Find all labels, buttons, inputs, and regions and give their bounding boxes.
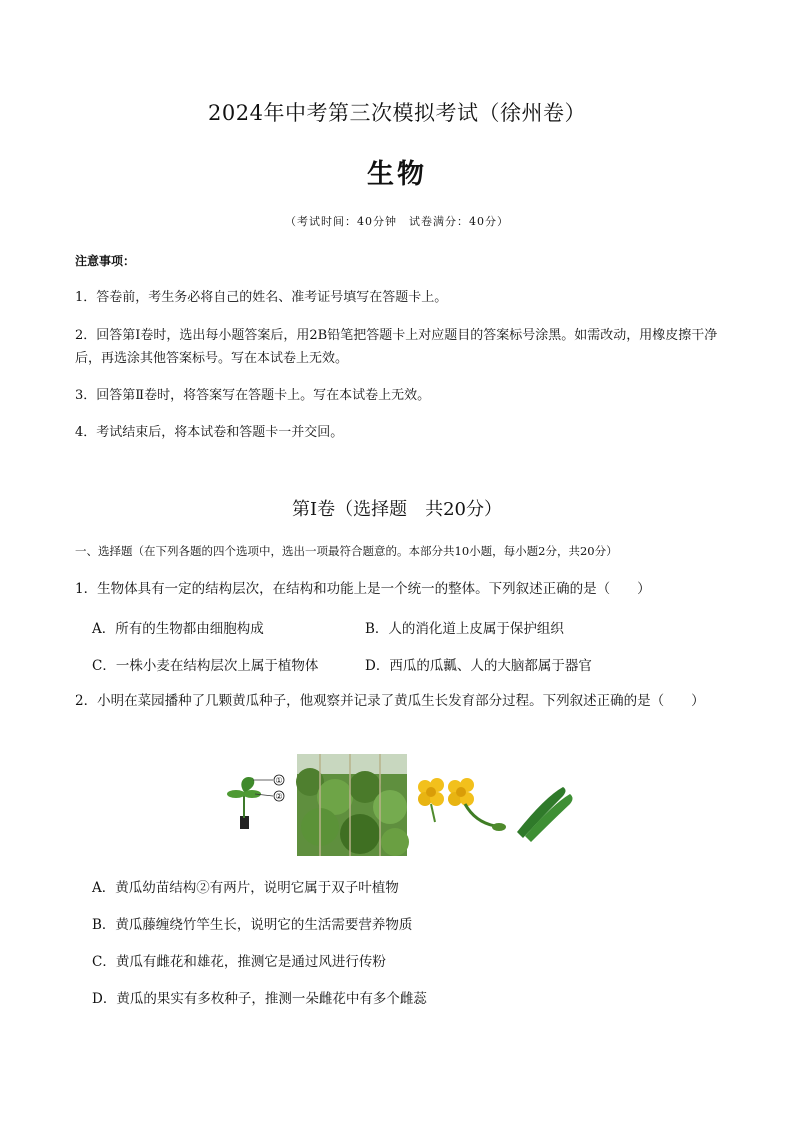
- seedling-image: [227, 775, 284, 829]
- cucumber-fruit-image: [517, 787, 573, 842]
- cucumber-vines-photo: [296, 754, 409, 856]
- male-flower-image: [448, 778, 506, 831]
- subject-title: 生物: [367, 159, 427, 190]
- notice-item-4: 4．考试结束后，将本试卷和答题卡一并交回。: [75, 425, 344, 440]
- section-title: 第Ⅰ卷（选择题 共20分）: [291, 499, 502, 520]
- notice-item-3: 3．回答第Ⅱ卷时，将答案写在答题卡上。写在本试卷上无效。: [75, 388, 431, 403]
- question-2-option-c: C．黄瓜有雌花和雄花，推测它是通过风进行传粉: [92, 954, 386, 970]
- question-1-option-d: D．西瓜的瓜瓤、人的大脑都属于器官: [365, 658, 592, 674]
- question-2-option-a: A．黄瓜幼苗结构②有两片，说明它属于双子叶植物: [92, 880, 399, 896]
- notice-item-2: 2．回答第Ⅰ卷时，选出每小题答案后，用2B铅笔把答题卡上对应题目的答案标号涂黑。如需改动，用橡皮擦干净后，再选涂其他答案标号。写在本试卷上无效。: [75, 328, 718, 366]
- female-flower-image: [418, 778, 444, 822]
- part-title: 一、选择题（在下列各题的四个选项中，选出一项最符合题意的。本部分共10小题，每小题2分，共20分）: [75, 544, 618, 558]
- question-1-option-a: A．所有的生物都由细胞构成: [92, 621, 264, 637]
- question-1-option-c: C．一株小麦在结构层次上属于植物体: [92, 658, 319, 674]
- figure-label-1: ①: [275, 776, 283, 785]
- question-1-option-b: B．人的消化道上皮属于保护组织: [365, 621, 564, 637]
- notice-item-1: 1．答卷前，考生务必将自己的姓名、准考证号填写在答题卡上。: [75, 290, 448, 305]
- question-1-stem: 1．生物体具有一定的结构层次，在结构和功能上是一个统一的整体。下列叙述正确的是（ ）: [75, 581, 651, 597]
- notice-heading: 注意事项：: [75, 254, 136, 268]
- exam-info: （考试时间：40分钟 试卷满分：40分）: [285, 215, 509, 228]
- figure-label-2: ②: [275, 792, 283, 801]
- question-2-option-b: B．黄瓜藤缠绕竹竿生长，说明它的生活需要营养物质: [92, 917, 413, 933]
- question-2-stem: 2．小明在菜园播种了几颗黄瓜种子，他观察并记录了黄瓜生长发育部分过程。下列叙述正确的是（ ）: [75, 693, 705, 709]
- cucumber-growth-figure: [225, 752, 575, 858]
- question-2-option-d: D．黄瓜的果实有多枚种子，推测一朵雌花中有多个雌蕊: [92, 991, 427, 1007]
- page-title: 2024年中考第三次模拟考试（徐州卷）: [208, 101, 586, 125]
